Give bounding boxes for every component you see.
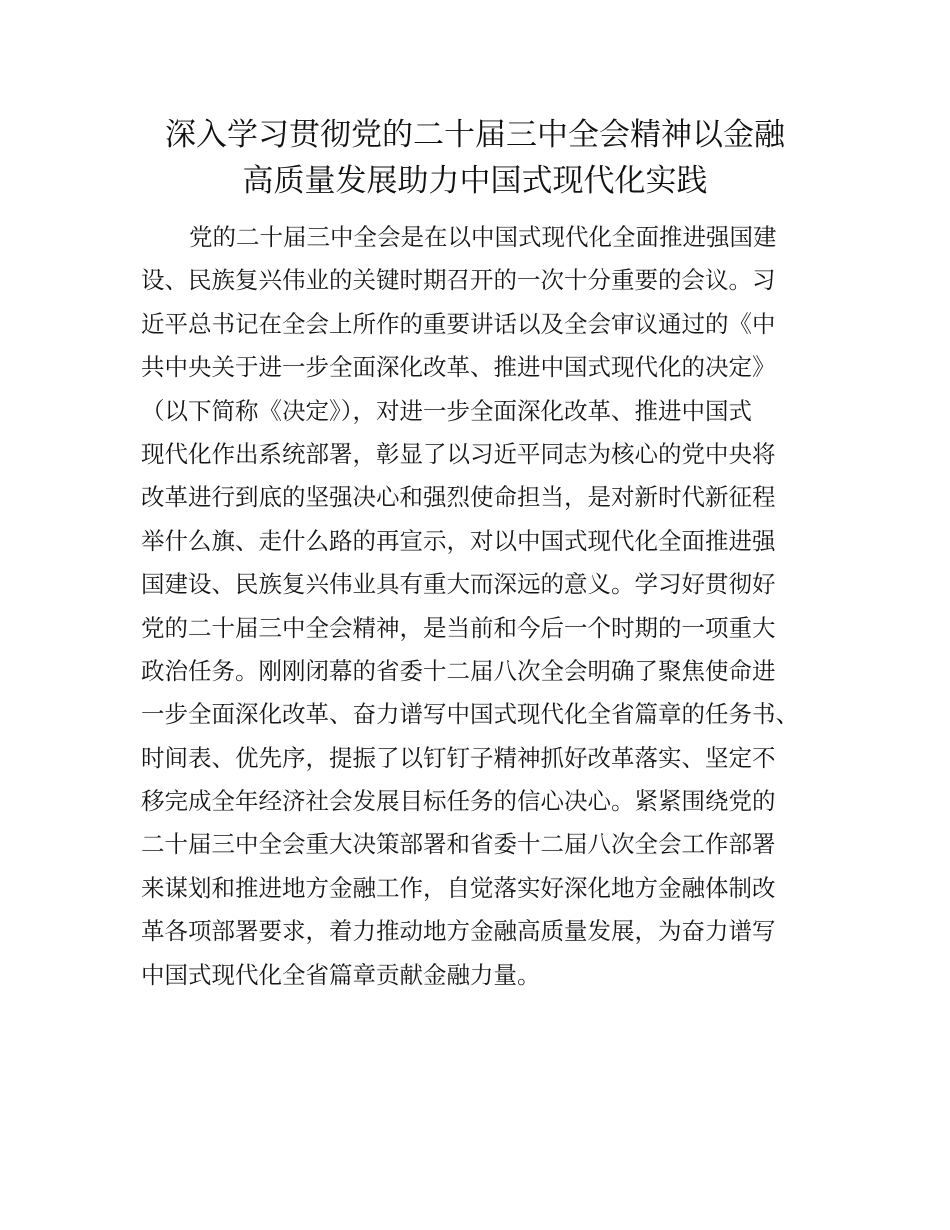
- title-line: 高质量发展助力中国式现代化实践: [242, 163, 708, 199]
- paragraph-line: 共中央关于进一步全面深化改革、推进中国式现代化的决定》: [141, 353, 776, 382]
- paragraph-line: 一步全面深化改革、奋力谱写中国式现代化全省篇章的任务书、: [141, 700, 799, 729]
- paragraph-line: 现代化作出系统部署，彰显了以习近平同志为核心的党中央将: [141, 439, 776, 468]
- paragraph-line: 举什么旗、走什么路的再宣示，对以中国式现代化全面推进强: [141, 526, 776, 555]
- paragraph-line: 近平总书记在全会上所作的重要讲话以及全会审议通过的《中: [141, 309, 776, 338]
- document-title: [0, 112, 950, 204]
- paragraph-line: 革各项部署要求，着力推动地方金融高质量发展，为奋力谱写: [141, 917, 776, 946]
- body-paragraph: [141, 216, 841, 997]
- paragraph-line: 中国式现代化全省篇章贡献金融力量。: [141, 960, 541, 989]
- paragraph-line: 来谋划和推进地方金融工作，自觉落实好深化地方金融体制改: [141, 873, 776, 902]
- paragraph-line: 国建设、民族复兴伟业具有重大而深远的意义。学习好贯彻好: [141, 570, 776, 599]
- paragraph-line: 改革进行到底的坚强决心和强烈使命担当，是对新时代新征程: [141, 483, 776, 512]
- paragraph-line: （以下简称《决定》），对进一步全面深化改革、推进中国式: [141, 396, 752, 425]
- paragraph-line: 二十届三中全会重大决策部署和省委十二届八次全会工作部署: [141, 830, 776, 859]
- paragraph-line: 党的二十届三中全会是在以中国式现代化全面推进强国建: [189, 223, 777, 251]
- title-line: 深入学习贯彻党的二十届三中全会精神以金融: [165, 117, 785, 153]
- paragraph-line: 政治任务。刚刚闭幕的省委十二届八次全会明确了聚焦使命进: [141, 656, 776, 685]
- paragraph-line: 设、民族复兴伟业的关键时期召开的一次十分重要的会议。习: [141, 266, 776, 295]
- paragraph-line: 党的二十届三中全会精神，是当前和今后一个时期的一项重大: [141, 613, 776, 642]
- paragraph-line: 时间表、优先序，提振了以钉钉子精神抓好改革落实、坚定不: [141, 743, 776, 772]
- paragraph-line: 移完成全年经济社会发展目标任务的信心决心。紧紧围绕党的: [141, 787, 776, 816]
